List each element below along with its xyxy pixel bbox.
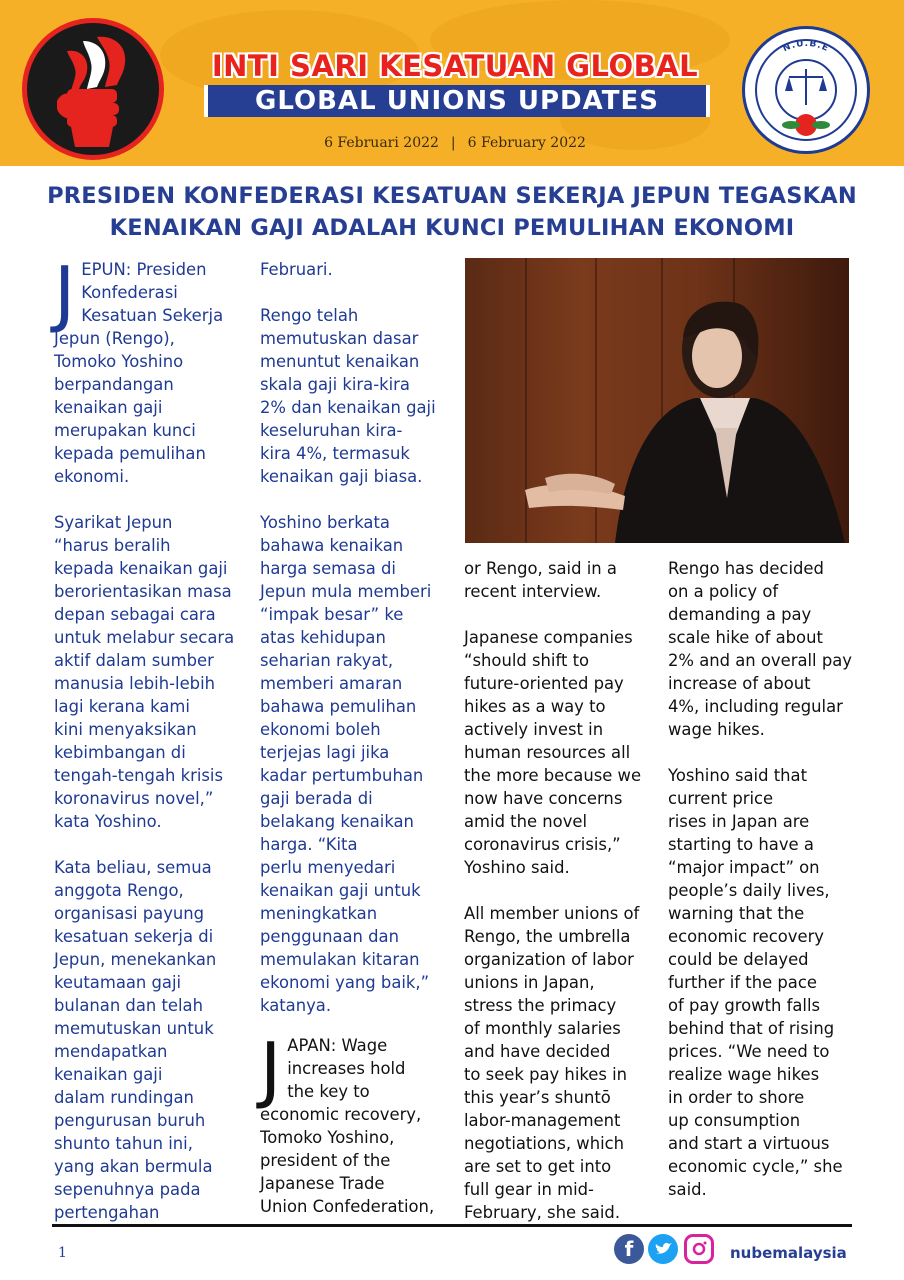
nube-logo [742, 26, 870, 154]
union-fist-logo [22, 18, 164, 160]
malay-paragraph: Yoshino berkata bahawa kenaikan harga semasa di Jepun mula memberi “impak besar” ke atas kehidupan seharian rakyat, memberi amaran bahawa pemulihan ekonomi boleh terjejas lagi jika kadar pertumbuhan gaji berada di belakang kenaikan harga. “Kita perlu menyedari kenaikan gaji untuk meningkatkan penggunaan dan memulakan kitaran ekonomi yang baik,” katanya. [260, 513, 432, 1015]
title-malay: INTI SARI KESATUAN GLOBAL [211, 49, 699, 83]
english-paragraph: All member unions of Rengo, the umbrella organization of labor unions in Japan, stress the primacy of monthly salaries and have decided to seek pay hikes in this year’s shuntō labor-management negotiations, which are set to get into full gear in mid- February, she said. [464, 904, 640, 1222]
drop-cap-malay: J [54, 251, 76, 335]
english-paragraph: or Rengo, said in a recent interview. [464, 559, 617, 601]
date-separator: | [450, 135, 456, 151]
malay-column-1 [54, 251, 252, 1224]
malay-paragraph: EPUN: Presiden Konfederasi Kesatuan Sekerja Jepun (Rengo), Tomoko Yoshino berpandangan kenaikan gaji merupakan kunci kepada pemulihan ekonomi. [54, 260, 224, 486]
social-handle[interactable]: nubemalaysia [730, 1244, 847, 1262]
article-photo [465, 258, 849, 543]
date-english: 6 February 2022 [467, 135, 586, 151]
malay-column-2 [260, 258, 456, 1017]
twitter-icon[interactable] [648, 1234, 678, 1264]
instagram-icon[interactable] [684, 1234, 714, 1264]
article-headline [40, 180, 864, 244]
drop-cap-english: J [260, 1027, 282, 1111]
english-column-3 [464, 557, 660, 1224]
english-paragraph: APAN: Wage increases hold the key to economic recovery, Tomoko Yoshino, president of the Japanese Trade Union Confederation, [260, 1036, 435, 1216]
malay-paragraph: Syarikat Jepun “harus beralih kepada kenaikan gaji berorientasikan masa depan sebagai cara untuk melabur secara aktif dalam sumber manusia lebih-lebih lagi kerana kami kini menyaksikan kebimbangan di tengah-tengah krisis koronavirus novel,” kata Yoshino. [54, 513, 235, 831]
malay-paragraph: Rengo telah memutuskan dasar menuntut kenaikan skala gaji kira-kira 2% dan kenaikan gaji keseluruhan kira- kira 4%, termasuk kenaikan gaji biasa. [260, 306, 436, 486]
headline-line-1: PRESIDEN KONFEDERASI KESATUAN SEKERJA JEPUN TEGASKAN [47, 183, 857, 209]
header-banner [0, 0, 904, 166]
english-intro [260, 1027, 456, 1218]
facebook-icon[interactable]: f [614, 1234, 644, 1264]
english-column-4 [668, 557, 864, 1201]
malay-paragraph: Februari. [260, 260, 333, 279]
malay-paragraph: Kata beliau, semua anggota Rengo, organisasi payung kesatuan sekerja di Jepun, menekankan keutamaan gaji bulanan dan telah memutuskan untuk mendapatkan kenaikan gaji dalam rundingan pengurusan buruh shunto tahun ini, yang akan bermula sepenuhnya pada pertengahan [54, 858, 217, 1222]
english-paragraph: Rengo has decided on a policy of demanding a pay scale hike of about 2% and an overall pay increase of about 4%, including regular wage hikes. [668, 559, 852, 739]
title-english-bar [204, 85, 710, 117]
footer-divider [52, 1224, 852, 1227]
nube-logo-text: N.U.B.E [781, 38, 831, 55]
english-paragraph: Yoshino said that current price rises in Japan are starting to have a “major impact” on people’s daily lives, warning that the economic recovery could be delayed further if the pace of pay growth falls behind that of rising prices. “We need to realize wage hikes in order to shore up consumption and start a virtuous economic cycle,” she said. [668, 766, 843, 1199]
english-paragraph: Japanese companies “should shift to future-oriented pay hikes as a way to actively invest in human resources all the more because we now have concerns amid the novel coronavirus crisis,” Yoshino said. [464, 628, 642, 877]
date-malay: 6 Februari 2022 [324, 135, 439, 151]
headline-line-2: KENAIKAN GAJI ADALAH KUNCI PEMULIHAN EKONOMI [109, 215, 795, 241]
speaker-silhouette [465, 258, 849, 543]
title-english: GLOBAL UNIONS UPDATES [255, 86, 659, 116]
page-number: 1 [58, 1245, 67, 1261]
issue-date [270, 135, 640, 151]
